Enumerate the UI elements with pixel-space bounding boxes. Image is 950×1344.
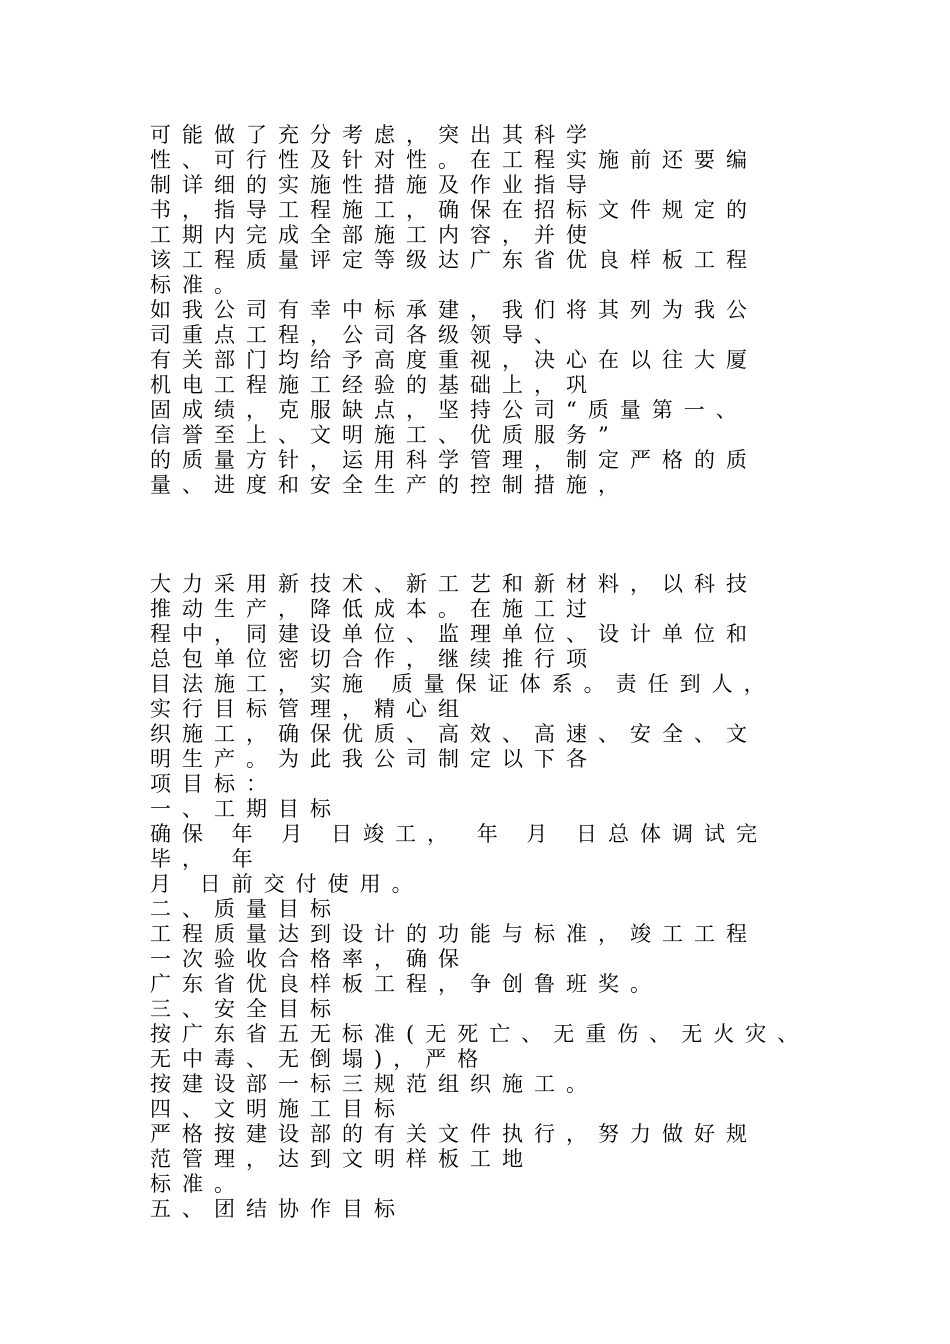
text-line: 推动生产，降低成本。在施工过 (150, 597, 598, 621)
text-line: 范管理，达到文明样板工地 (150, 1147, 534, 1171)
section-heading: 一、工期目标 (150, 797, 342, 821)
text-line: 标准。 (150, 273, 246, 297)
text-line: 按建设部一标三规范组织施工。 (150, 1072, 598, 1096)
text-line: 该工程质量评定等级达广东省优良样板工程 (150, 248, 758, 272)
section-heading: 五、团结协作目标 (150, 1197, 406, 1221)
text-line: 广东省优良样板工程，争创鲁班奖。 (150, 972, 662, 996)
text-line: 标准。 (150, 1172, 246, 1196)
text-line: 如我公司有幸中标承建，我们将其列为我公 (150, 298, 758, 322)
paragraph-block-1 (150, 123, 910, 498)
text-line: 可能做了充分考虑，突出其科学 (150, 123, 598, 147)
text-line: 无中毒、无倒塌)，严格 (150, 1047, 490, 1071)
text-line: 织施工，确保优质、高效、高速、安全、文 (150, 722, 758, 746)
text-line: 量、进度和安全生产的控制措施， (150, 473, 630, 497)
text-line: 性、可行性及针对性。在工程实施前还要编 (150, 148, 758, 172)
section-heading: 二、质量目标 (150, 897, 342, 921)
text-line: 总包单位密切合作，继续推行项 (150, 647, 598, 671)
text-line: 月 日前交付使用。 (150, 872, 424, 896)
text-line: 实行目标管理，精心组 (150, 697, 470, 721)
text-line: 机电工程施工经验的基础上，巩 (150, 373, 598, 397)
text-line: 制详细的实施性措施及作业指导 (150, 173, 598, 197)
text-line: 司重点工程，公司各级领导、 (150, 323, 566, 347)
text-line: 一次验收合格率，确保 (150, 947, 470, 971)
text-line: 有关部门均给予高度重视，决心在以往大厦 (150, 348, 758, 372)
section-heading: 三、安全目标 (150, 997, 342, 1021)
text-line: 书，指导工程施工，确保在招标文件规定的 (150, 198, 758, 222)
text-line: 目法施工，实施 质量保证体系。责任到人， (150, 672, 776, 696)
text-line: 确保 年 月 日竣工， 年 月 日总体调试完 (150, 822, 769, 846)
text-line: 项目标： (150, 772, 278, 796)
text-line: 信誉至上、文明施工、优质服务” (150, 423, 620, 447)
text-line: 的质量方针，运用科学管理，制定严格的质 (150, 448, 758, 472)
text-line: 工程质量达到设计的功能与标准，竣工工程 (150, 922, 758, 946)
text-line: 按广东省五无标准(无死亡、无重伤、无火灾、 (150, 1022, 810, 1046)
section-heading: 四、文明施工目标 (150, 1097, 406, 1121)
text-line: 明生产。为此我公司制定以下各 (150, 747, 598, 771)
text-line: 程中，同建设单位、监理单位、设计单位和 (150, 622, 758, 646)
text-line: 严格按建设部的有关文件执行，努力做好规 (150, 1122, 758, 1146)
text-line: 工期内完成全部施工内容，并使 (150, 223, 598, 247)
text-line: 固成绩，克服缺点，坚持公司“质量第一、 (150, 398, 748, 422)
text-line: 毕， 年 (150, 847, 264, 871)
text-line: 大力采用新技术、新工艺和新材料，以科技 (150, 572, 758, 596)
paragraph-block-2 (150, 572, 910, 1222)
